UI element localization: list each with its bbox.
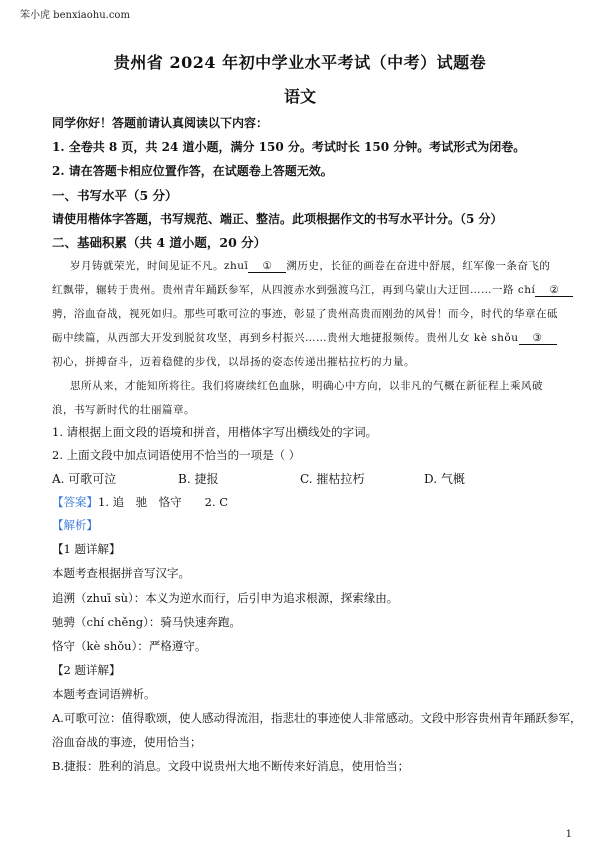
passage-line-3: 骋，浴血奋战，视死如归。那些可歌可泣的事迹，彰显了贵州高贵而刚劲的风骨！而今，时代的华章在砥: [52, 308, 558, 320]
passage-text: 岁月铸就荣光，时间见证不凡。zhuī: [70, 260, 249, 272]
option-d: D. 气概: [424, 472, 465, 486]
section-2-title: 二、基础积累（共 4 道小题，20 分）: [52, 235, 267, 250]
answer-label: 【答案】: [52, 495, 98, 509]
passage-line-7: 浪，书写新时代的壮丽篇章。: [52, 404, 195, 416]
option-c: C. 摧枯拉朽: [300, 472, 365, 486]
answer-text: 1. 追 驰 恪守 2. C: [98, 495, 229, 509]
section-1-title: 一、书写水平（5 分）: [52, 188, 178, 203]
detail-2-a-line-2: 浴血奋战的事迹，使用恰当；: [52, 735, 202, 749]
detail-1-word-2: 驰骋（chí chěng）：骑马快速奔跑。: [52, 615, 241, 629]
instructions-heading: 同学你好！答题前请认真阅读以下内容：: [52, 116, 269, 130]
option-b: B. 捷报: [178, 472, 219, 486]
instruction-item-1: 1. 全卷共 8 页，共 24 道小题，满分 150 分。考试时长 150 分钟。考试形式为闭卷。: [52, 140, 526, 154]
passage-line-1: [70, 258, 550, 273]
passage-line-5: 初心，拼搏奋斗，迈着稳健的步伐，以昂扬的姿态传递出摧枯拉朽的力量。: [52, 356, 415, 368]
detail-1-label: 【1 题详解】: [52, 542, 121, 556]
section-1-text: 请使用楷体字答题，书写规范、端正、整洁。此项根据作文的书写水平计分。（5 分）: [52, 212, 503, 226]
passage-text: 溯历史，长征的画卷在奋进中舒展，红军像一条奋飞的: [286, 260, 551, 272]
detail-1-word-3: 恪守（kè shǒu）：严格遵守。: [52, 639, 207, 653]
passage-text: 红飘带，辗转于贵州。贵州青年踊跃参军，从四渡赤水到强渡乌江，再到乌蒙山大迂回……一路 chí: [52, 284, 536, 296]
detail-2-b-line: B.捷报：胜利的消息。文段中说贵州大地不断传来好消息，使用恰当；: [52, 759, 410, 773]
blank-2: ②: [535, 284, 573, 297]
page-number: 1: [565, 829, 572, 840]
passage-line-4: [52, 330, 557, 345]
detail-2-a-line-1: A.可歌可泣：值得歌颂，使人感动得流泪，指悲壮的事迹使人非常感动。文段中形容贵州青年踊跃参军，: [52, 711, 582, 725]
instruction-item-2: 2. 请在答题卡相应位置作答，在试题卷上答题无效。: [52, 164, 333, 178]
passage-line-2: [52, 282, 573, 297]
passage-text: 砺中续篇，从西部大开发到脱贫攻坚，再到乡村振兴……贵州大地捷报频传。贵州儿女 kè shǒu: [52, 332, 519, 344]
detail-2-intro: 本题考查词语辨析。: [52, 687, 156, 701]
detail-2-label: 【2 题详解】: [52, 663, 121, 677]
answer-line: [52, 494, 228, 510]
option-a: A. 可歌可泣: [52, 472, 117, 486]
analysis-label: 【解析】: [52, 518, 98, 532]
subject-title: 语文: [283, 87, 316, 106]
detail-1-intro: 本题考查根据拼音写汉字。: [52, 566, 190, 580]
passage-line-6: 思所从来，才能知所将往。我们将赓续红色血脉，明确心中方向，以非凡的气概在新征程上乘风破: [70, 380, 543, 392]
site-header: 笨小虎 benxiaohu.com: [20, 10, 130, 21]
blank-1: ①: [248, 260, 286, 273]
question-2: 2. 上面文段中加点词语使用不恰当的一项是（ ）: [52, 448, 301, 462]
detail-1-word-1: 追溯（zhuī sù）：本义为逆水而行，后引申为追求根源，探索缘由。: [52, 591, 399, 605]
question-1: 1. 请根据上面文段的语境和拼音，用楷体字写出横线处的字词。: [52, 425, 378, 439]
blank-3: ③: [519, 332, 557, 345]
exam-title: 贵州省 2024 年初中学业水平考试（中考）试题卷: [113, 53, 487, 72]
